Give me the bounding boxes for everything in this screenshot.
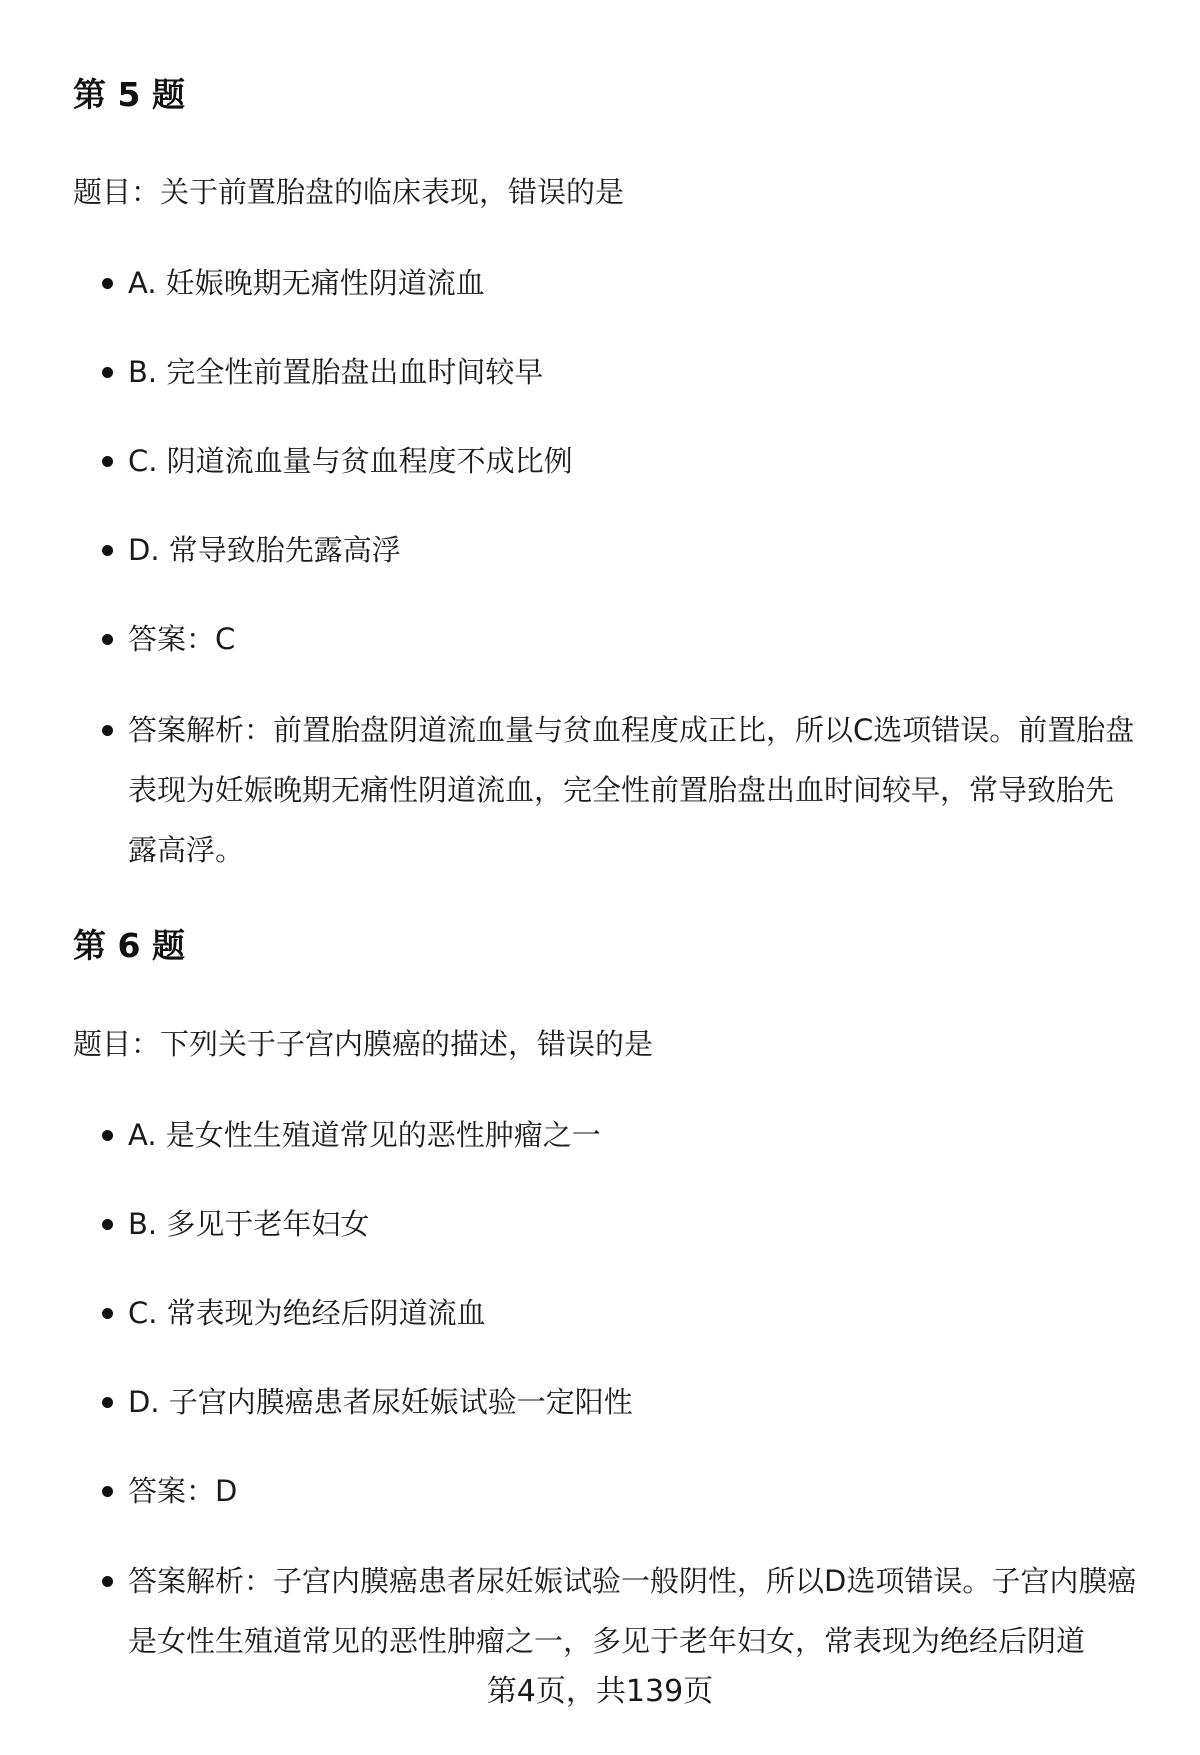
bullet-icon — [102, 1397, 113, 1408]
option-b — [128, 1194, 1140, 1254]
bullet-icon — [102, 545, 113, 556]
option-text: A. 是女性生殖道常见的恶性肿瘤之一 — [128, 1118, 601, 1152]
question-5-heading: 第 5 题 — [73, 75, 185, 114]
option-text: C. 常表现为绝经后阴道流血 — [128, 1296, 486, 1330]
bullet-icon — [102, 456, 113, 467]
option-b — [128, 342, 1140, 402]
bullet-icon — [102, 278, 113, 289]
answer-text: 答案：D — [128, 1474, 238, 1508]
explanation-item — [128, 1551, 1140, 1671]
bullet-icon — [102, 1308, 113, 1319]
bullet-icon — [102, 634, 113, 645]
bullet-icon — [102, 1486, 113, 1497]
bullet-icon — [102, 367, 113, 378]
bullet-icon — [102, 1130, 113, 1141]
bullet-icon — [102, 1219, 113, 1230]
option-d — [128, 1372, 1140, 1432]
option-text: C. 阴道流血量与贫血程度不成比例 — [128, 444, 573, 478]
option-d — [128, 520, 1140, 580]
answer-item — [128, 1461, 1140, 1521]
bullet-icon — [102, 1576, 113, 1587]
answer-item — [128, 609, 1140, 669]
option-text: B. 多见于老年妇女 — [128, 1207, 370, 1241]
question-6-heading: 第 6 题 — [73, 926, 185, 965]
page-number-footer: 第4页，共139页 — [486, 1674, 714, 1709]
question-6-prompt: 题目：下列关于子宫内膜癌的描述，错误的是 — [73, 1027, 654, 1061]
explanation-item — [128, 700, 1140, 880]
explanation-text: 答案解析：前置胎盘阴道流血量与贫血程度成正比，所以C选项错误。前置胎盘表现为妊娠晚期无痛性阴道流血，完全性前置胎盘出血时间较早，常导致胎先露高浮。 — [128, 713, 1135, 867]
explanation-text: 答案解析：子宫内膜癌患者尿妊娠试验一般阴性，所以D选项错误。子宫内膜癌是女性生殖道常见的恶性肿瘤之一，多见于老年妇女，常表现为绝经后阴道 — [128, 1564, 1137, 1658]
option-c — [128, 431, 1140, 491]
option-text: D. 子宫内膜癌患者尿妊娠试验一定阳性 — [128, 1385, 633, 1419]
option-text: B. 完全性前置胎盘出血时间较早 — [128, 355, 544, 389]
bullet-icon — [102, 725, 113, 736]
question-5-prompt: 题目：关于前置胎盘的临床表现，错误的是 — [73, 175, 625, 209]
option-text: A. 妊娠晚期无痛性阴道流血 — [128, 266, 485, 300]
option-text: D. 常导致胎先露高浮 — [128, 533, 401, 567]
option-a — [128, 1105, 1140, 1165]
option-a — [128, 253, 1140, 313]
answer-text: 答案：C — [128, 622, 236, 656]
option-c — [128, 1283, 1140, 1343]
